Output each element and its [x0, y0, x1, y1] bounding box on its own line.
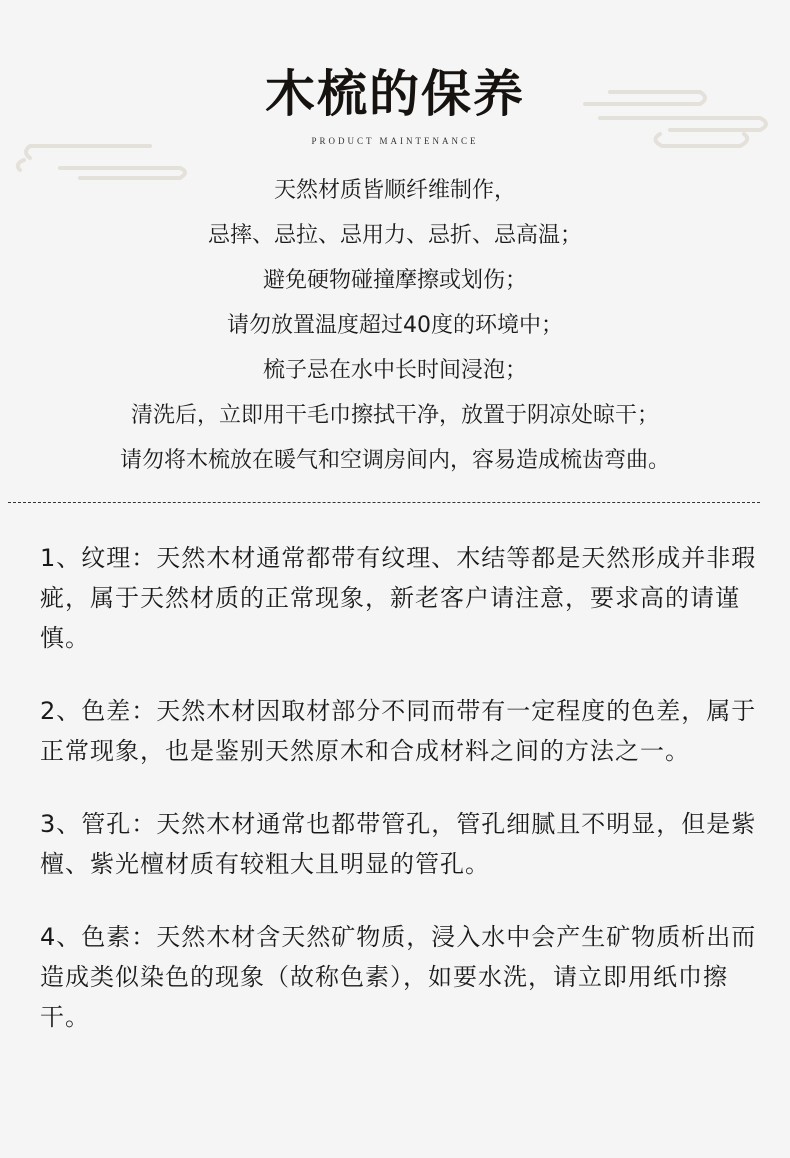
care-instructions: [0, 168, 790, 483]
care-line: 天然材质皆顺纤维制作，: [273, 178, 516, 203]
note-color-difference: 2、色差：天然木材因取材部分不同而带有一定程度的色差，属于正常现象，也是鉴别天然原木和合成材料之间的方法之一。: [40, 697, 757, 765]
page-title: 木梳的保养: [265, 65, 525, 123]
note-pores: 3、管孔：天然木材通常也都带管孔，管孔细腻且不明显，但是紫檀、紫光檀材质有较粗大且明显的管孔。: [40, 810, 757, 878]
care-line: 请勿放置温度超过40度的环境中；: [227, 313, 563, 338]
dashed-divider: [8, 502, 760, 503]
note-pigment: 4、色素：天然木材含天然矿物质，浸入水中会产生矿物质析出而造成类似染色的现象（故称色素），如要水洗，请立即用纸巾擦干。: [40, 923, 757, 1031]
care-line: 梳子忌在水中长时间浸泡；: [262, 358, 527, 383]
page-subtitle: PRODUCT MAINTENANCE: [311, 136, 479, 146]
care-line: 避免硬物碰撞摩擦或划伤；: [262, 268, 527, 293]
note-texture: 1、纹理：天然木材通常都带有纹理、木结等都是天然形成并非瑕疵，属于天然材质的正常现象，新老客户请注意，要求高的请谨慎。: [40, 544, 757, 652]
care-line: 清洗后，立即用干毛巾擦拭干净，放置于阴凉处晾干；: [130, 403, 659, 428]
care-line: 请勿将木梳放在暖气和空调房间内，容易造成梳齿弯曲。: [119, 448, 670, 473]
care-line: 忌摔、忌拉、忌用力、忌折、忌高温；: [207, 223, 582, 248]
notes-section: [40, 538, 760, 1070]
